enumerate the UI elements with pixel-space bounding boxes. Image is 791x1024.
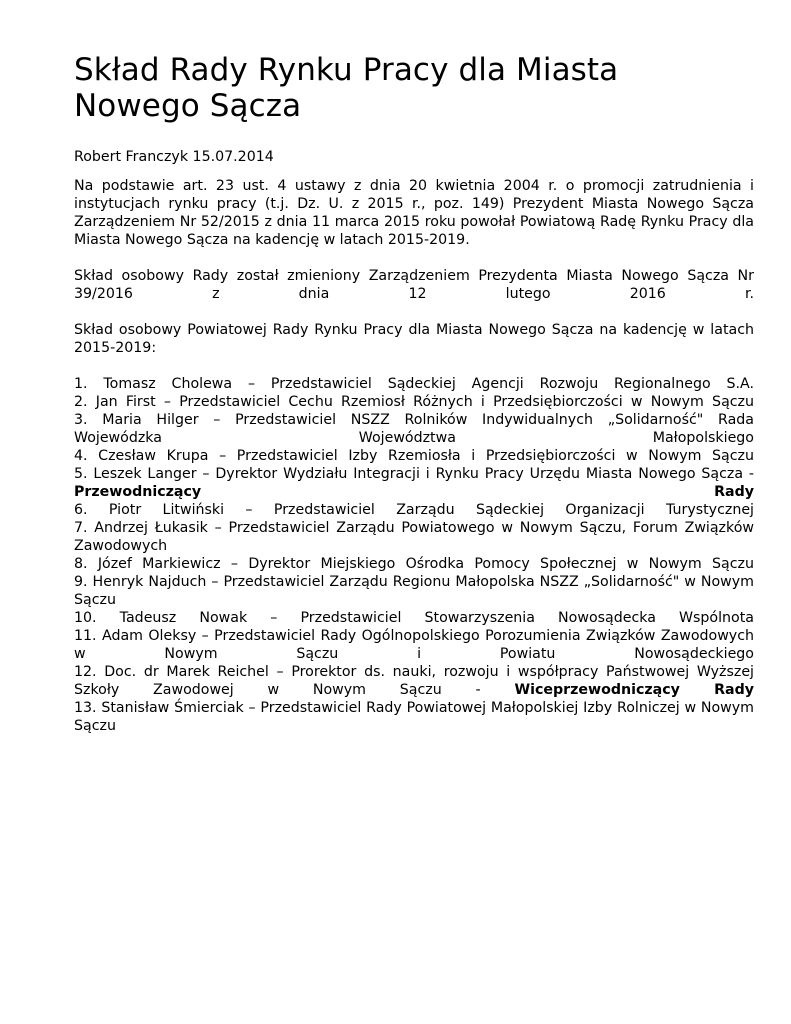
list-item <box>74 519 754 555</box>
member-text: 5. Leszek Langer – Dyrektor Wydziału Integracji i Rynku Pracy Urzędu Miasta Nowego Sącza - <box>74 466 754 482</box>
member-text: 6. Piotr Litwiński – Przedstawiciel Zarządu Sądeckiej Organizacji Turystycznej <box>74 502 754 518</box>
member-text: 4. Czesław Krupa – Przedstawiciel Izby Rzemiosła i Przedsiębiorczości w Nowym Sączu <box>74 448 754 464</box>
member-text: 11. Adam Oleksy – Przedstawiciel Rady Ogólnopolskiego Porozumienia Związków Zawodowych w Nowym Sączu i Powiatu Nowosądeckiego <box>74 628 754 662</box>
list-item <box>74 465 754 501</box>
member-text: 8. Józef Markiewicz – Dyrektor Miejskiego Ośrodka Pomocy Społecznej w Nowym Sączu <box>74 556 754 572</box>
member-text: 2. Jan First – Przedstawiciel Cechu Rzemiosł Różnych i Przedsiębiorczości w Nowym Sączu <box>74 394 754 410</box>
list-item <box>74 573 754 609</box>
intro-paragraph: Na podstawie art. 23 ust. 4 ustawy z dnia 20 kwietnia 2004 r. o promocji zatrudnienia i instytucjach rynku pracy (t.j. Dz. U. z 2015 r., poz. 149) Prezydent Miasta Nowego Sącza Zarządzeniem Nr 52/2015 z dnia 11 marca 2015 roku powołał Powiatową Radę Rynku Pracy dla Miasta Nowego Sącza na kadencję w latach 2015-2019. <box>74 178 754 248</box>
member-role: Wiceprzewodniczący Rady <box>514 682 755 698</box>
paragraph-gap <box>74 303 754 321</box>
member-text: 7. Andrzej Łukasik – Przedstawiciel Zarządu Powiatowego w Nowym Sączu, Forum Związków Zawodowych <box>74 520 754 554</box>
list-item <box>74 627 754 663</box>
list-item <box>74 699 754 735</box>
paragraph-gap <box>74 357 754 375</box>
list-item <box>74 501 754 519</box>
member-text: 9. Henryk Najduch – Przedstawiciel Zarządu Regionu Małopolska NSZZ „Solidarność" w Nowym Sączu <box>74 574 754 608</box>
list-item <box>74 375 754 393</box>
page-title: Skład Rady Rynku Pracy dla Miasta Nowego Sącza <box>74 52 619 124</box>
list-item <box>74 663 754 699</box>
member-text: 10. Tadeusz Nowak – Przedstawiciel Stowarzyszenia Nowosądecka Wspólnota <box>74 610 754 626</box>
list-item <box>74 609 754 627</box>
author-date-line: Robert Franczyk 15.07.2014 <box>74 149 274 165</box>
member-text: 12. Doc. dr Marek Reichel – Prorektor ds. nauki, rozwoju i współpracy Państwowej Wyższej Szkoły Zawodowej w Nowym Sączu - <box>74 664 754 698</box>
list-item <box>74 411 754 447</box>
list-item <box>74 447 754 465</box>
member-role: Przewodniczący Rady <box>74 484 754 500</box>
paragraph-gap <box>74 249 754 267</box>
member-text: 3. Maria Hilger – Przedstawiciel NSZZ Rolników Indywidualnych „Solidarność" Rada Wojewódzka Województwa Małopolskiego <box>74 412 754 446</box>
list-item <box>74 555 754 573</box>
member-text: 1. Tomasz Cholewa – Przedstawiciel Sądeckiej Agencji Rozwoju Regionalnego S.A. <box>74 376 754 392</box>
members-list <box>74 375 754 735</box>
list-item <box>74 393 754 411</box>
list-heading: Skład osobowy Powiatowej Rady Rynku Pracy dla Miasta Nowego Sącza na kadencję w latach 2015-2019: <box>74 322 754 356</box>
member-text: 13. Stanisław Śmierciak – Przedstawiciel Rady Powiatowej Małopolskiej Izby Rolniczej w Nowym Sączu <box>74 700 754 734</box>
document-page <box>74 52 754 735</box>
change-paragraph: Skład osobowy Rady został zmieniony Zarządzeniem Prezydenta Miasta Nowego Sącza Nr 39/2016 z dnia 12 lutego 2016 r. <box>74 268 754 302</box>
